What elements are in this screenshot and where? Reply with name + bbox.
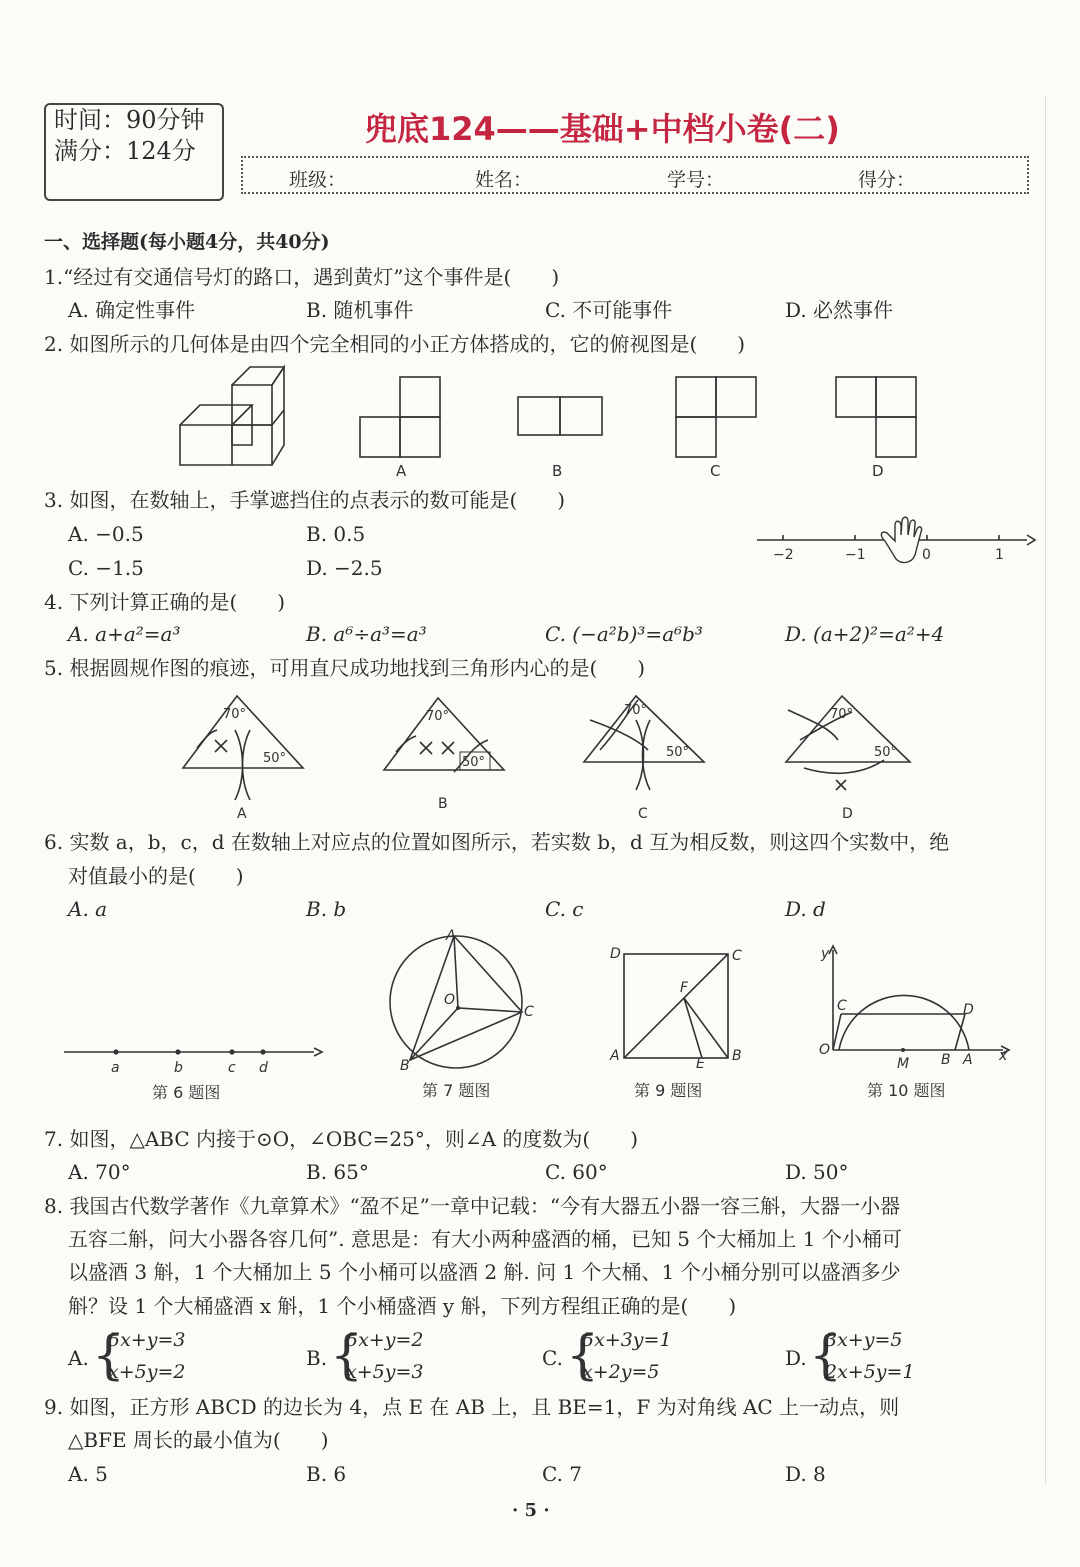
- q2-label-b: B: [552, 462, 563, 480]
- page-number: · 5 ·: [512, 1500, 550, 1521]
- q5-label-d: D: [842, 806, 853, 822]
- fig10-label-b: B: [941, 1052, 951, 1068]
- section-title: 一、选择题(每小题4分，共40分): [44, 231, 330, 253]
- q1-stem: 1.“经过有交通信号灯的路口，遇到黄灯”这个事件是( ): [44, 265, 560, 289]
- q6-option-d: D. d: [785, 897, 826, 921]
- q9-option-d: D. 8: [785, 1462, 826, 1486]
- q7-option-d: D. 50°: [785, 1160, 849, 1184]
- q2-label-a: A: [396, 462, 407, 480]
- fig10-label-x: x: [999, 1048, 1008, 1064]
- q2-option-a-figure: [356, 372, 446, 482]
- q2-stem: 2. 如图所示的几何体是由四个完全相同的小正方体搭成的，它的俯视图是( ): [44, 332, 746, 356]
- q5c-angle-top: 70°: [624, 703, 648, 718]
- q8-option-c: [542, 1328, 762, 1386]
- q4-option-c: C. (−a²b)³=a⁶b³: [545, 622, 703, 646]
- q2-label-c: C: [710, 462, 721, 480]
- q8-letter-d: D.: [785, 1346, 807, 1370]
- q8-letter-b: B.: [306, 1346, 328, 1370]
- q7-option-b: B. 65°: [306, 1160, 369, 1184]
- q8d-eq1: 3x+y=5: [825, 1329, 903, 1351]
- fig9-label-e: E: [696, 1056, 705, 1072]
- fig9-label-c: C: [732, 948, 742, 964]
- fig7-label-a: A: [446, 928, 456, 944]
- q1-option-c: C. 不可能事件: [545, 298, 673, 322]
- q9-stem-line1: 9. 如图，正方形 ABCD 的边长为 4，点 E 在 AB 上，且 BE=1，F 为对角线 AC 上一动点，则: [44, 1395, 900, 1419]
- q5-label-a: A: [237, 806, 247, 822]
- q3-tick-neg1: −1: [845, 547, 866, 563]
- fig7-label-b: B: [400, 1058, 410, 1074]
- q2-option-c-figure: [670, 372, 770, 482]
- q3-stem: 3. 如图，在数轴上，手掌遮挡住的点表示的数可能是( ): [44, 488, 566, 512]
- q6-option-b: B. b: [306, 897, 347, 921]
- q9-option-b: B. 6: [306, 1462, 347, 1486]
- q5a-angle-top: 70°: [223, 707, 247, 722]
- q5d-angle-right: 50°: [874, 745, 898, 760]
- brace-icon: {: [809, 1326, 843, 1386]
- q8-option-b: [306, 1328, 526, 1386]
- fig10-label-d: D: [963, 1002, 974, 1018]
- student-info-bar: [241, 156, 1029, 194]
- q5c-angle-right: 50°: [666, 745, 690, 760]
- fig6-caption: 第 6 题图: [152, 1083, 221, 1102]
- q4-option-d: D. (a+2)²=a²+4: [785, 622, 945, 646]
- q5-option-d-figure: [780, 690, 920, 825]
- q8-line2: 五容二斛，问大小器各容几何”. 意思是：有大小两种盛酒的桶，已知 5 个大桶加上 1 个小桶可: [68, 1227, 902, 1251]
- q7-option-c: C. 60°: [545, 1160, 608, 1184]
- q2-option-b-figure: [512, 372, 612, 482]
- q3-option-d: D. −2.5: [306, 556, 383, 580]
- q6-stem-line1: 6. 实数 a，b，c，d 在数轴上对应点的位置如图所示，若实数 b，d 互为相反数，则这四个实数中，绝: [44, 830, 950, 854]
- q3-tick-neg2: −2: [773, 547, 794, 563]
- q9-option-c: C. 7: [542, 1462, 583, 1486]
- fig9-label-d: D: [610, 946, 621, 962]
- fig9-label-a: A: [610, 1048, 620, 1064]
- q4-option-a: A. a+a²=a³: [68, 622, 181, 646]
- q5b-angle-top: 70°: [426, 709, 450, 724]
- q9-stem-line2: △BFE 周长的最小值为( ): [68, 1428, 329, 1452]
- q6-stem-line2: 对值最小的是( ): [68, 864, 244, 888]
- fig9-caption: 第 9 题图: [634, 1081, 703, 1100]
- q3-option-c: C. −1.5: [68, 556, 144, 580]
- fig6-point-b: b: [174, 1060, 183, 1076]
- fig7-circle-figure: [380, 930, 550, 1105]
- fig10-label-a: A: [963, 1052, 973, 1068]
- q7-stem: 7. 如图，△ABC 内接于⊙O，∠OBC=25°，则∠A 的度数为( ): [44, 1127, 639, 1151]
- q8-line3: 以盛酒 3 斛，1 个大桶加上 5 个小桶可以盛酒 2 斛. 问 1 个大桶、1 个小桶分别可以盛酒多少: [68, 1260, 901, 1284]
- q8-line1: 8. 我国古代数学著作《九章算术》“盈不足”一章中记载：“今有大器五小器一容三斛，大器一小器: [44, 1194, 901, 1218]
- page-edge-line: [1045, 95, 1046, 1485]
- q1-option-b: B. 随机事件: [306, 298, 414, 322]
- q8c-eq2: x+2y=5: [582, 1361, 660, 1383]
- score-field: 得分：: [858, 169, 916, 191]
- q3-option-b: B. 0.5: [306, 522, 366, 546]
- fig10-semicircle-figure: [815, 940, 1025, 1105]
- q6-option-a: A. a: [68, 897, 108, 921]
- brace-icon: {: [92, 1326, 126, 1386]
- q5-label-b: B: [438, 796, 448, 812]
- fig6-point-c: c: [228, 1060, 236, 1076]
- q8-line4: 斛？设 1 个大桶盛酒 x 斛，1 个小桶盛酒 y 斛，下列方程组正确的是( ): [68, 1294, 737, 1318]
- q8-option-a: [68, 1328, 288, 1386]
- brace-icon: {: [566, 1326, 600, 1386]
- full-score: 满分：124分: [54, 137, 196, 165]
- q3-number-line: [755, 515, 1035, 575]
- q3-tick-1: 1: [995, 547, 1004, 563]
- q2-option-d-figure: [830, 372, 930, 482]
- fig10-label-c: C: [837, 998, 847, 1014]
- q5a-angle-right: 50°: [263, 751, 287, 766]
- q8a-eq1: 5x+y=3: [108, 1329, 186, 1351]
- time-limit: 时间：90分钟: [54, 106, 205, 134]
- q8-letter-a: A.: [68, 1346, 89, 1370]
- q8a-eq2: x+5y=2: [108, 1361, 186, 1383]
- q3-option-a: A. −0.5: [68, 522, 144, 546]
- fig10-label-o: O: [819, 1042, 831, 1058]
- name-field: 姓名：: [475, 169, 533, 191]
- q8c-eq1: 5x+3y=1: [582, 1329, 672, 1351]
- q5b-angle-right: 50°: [462, 755, 486, 770]
- q8-option-d: [785, 1328, 1005, 1386]
- q3-tick-0: 0: [922, 547, 931, 563]
- fig6-number-line: [60, 1040, 330, 1105]
- q8-letter-c: C.: [542, 1346, 563, 1370]
- fig6-point-d: d: [259, 1060, 268, 1076]
- fig9-label-b: B: [732, 1048, 742, 1064]
- q2-label-d: D: [872, 462, 884, 480]
- q8b-eq1: 5x+y=2: [346, 1329, 424, 1351]
- q5-option-c-figure: [578, 690, 718, 825]
- q4-stem: 4. 下列计算正确的是( ): [44, 590, 286, 614]
- q8d-eq2: 2x+5y=1: [825, 1361, 915, 1383]
- q1-option-a: A. 确定性事件: [68, 298, 196, 322]
- q7-option-a: A. 70°: [68, 1160, 131, 1184]
- q5d-angle-top: 70°: [830, 707, 854, 722]
- q4-option-b: B. a⁶÷a³=a³: [306, 622, 427, 646]
- q2-cube-figure: [170, 360, 300, 470]
- q5-stem: 5. 根据圆规作图的痕迹，可用直尺成功地找到三角形内心的是( ): [44, 656, 646, 680]
- class-field: 班级：: [289, 169, 347, 191]
- fig7-label-o: O: [444, 992, 456, 1008]
- page-title: 兜底124——基础+中档小卷(二): [365, 110, 840, 148]
- fig10-label-y: y: [821, 946, 830, 962]
- fig7-caption: 第 7 题图: [422, 1081, 491, 1100]
- fig6-point-a: a: [111, 1060, 120, 1076]
- fig7-label-c: C: [524, 1004, 534, 1020]
- q5-option-a-figure: [175, 690, 315, 825]
- exam-info-box: [44, 103, 224, 201]
- student-id-field: 学号：: [667, 169, 725, 191]
- q1-option-d: D. 必然事件: [785, 298, 894, 322]
- q9-option-a: A. 5: [68, 1462, 108, 1486]
- q5-label-c: C: [638, 806, 648, 822]
- brace-icon: {: [330, 1326, 364, 1386]
- q5-option-b-figure: [376, 690, 516, 825]
- hand-icon: [881, 517, 921, 562]
- q8b-eq2: x+5y=3: [346, 1361, 424, 1383]
- fig10-caption: 第 10 题图: [867, 1081, 946, 1100]
- fig9-square-figure: [602, 940, 752, 1105]
- fig10-label-m: M: [897, 1056, 910, 1072]
- fig9-label-f: F: [680, 980, 689, 996]
- q6-option-c: C. c: [545, 897, 584, 921]
